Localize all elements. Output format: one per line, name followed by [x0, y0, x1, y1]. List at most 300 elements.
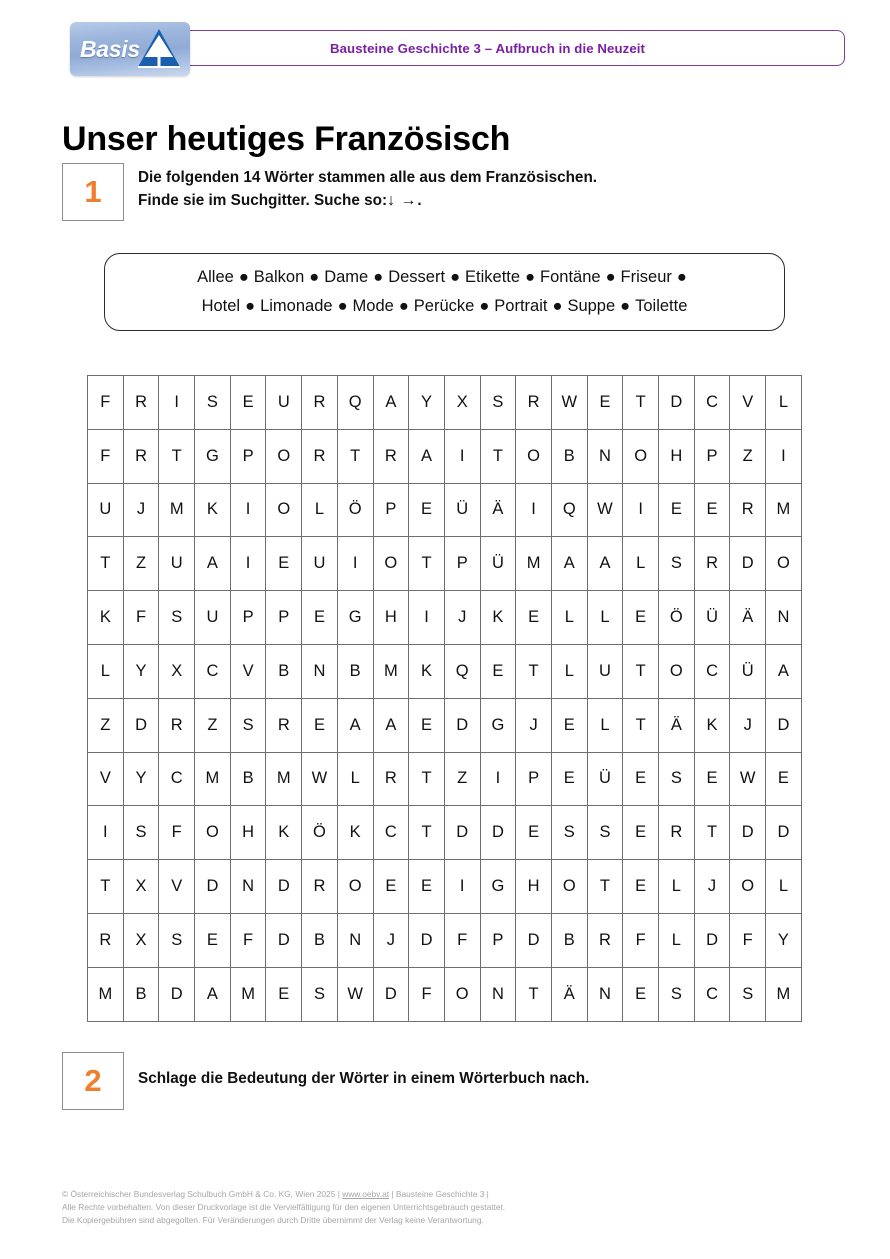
grid-cell[interactable]: O	[195, 806, 231, 860]
grid-cell[interactable]: P	[444, 537, 480, 591]
grid-cell[interactable]: R	[302, 860, 338, 914]
task-1-line-1: Die folgenden 14 Wörter stammen alle aus dem Französischen.	[138, 169, 598, 186]
grid-cell[interactable]: W	[587, 483, 623, 537]
grid-cell[interactable]: Y	[123, 752, 159, 806]
grid-cell[interactable]: I	[409, 591, 445, 645]
header-title: Bausteine Geschichte 3 – Aufbruch in die Neuzeit	[329, 40, 646, 56]
grid-cell[interactable]: Ü	[480, 537, 516, 591]
grid-row	[88, 376, 802, 430]
grid-cell[interactable]: E	[516, 806, 552, 860]
grid-cell[interactable]: O	[730, 860, 766, 914]
grid-cell[interactable]: T	[409, 752, 445, 806]
grid-cell[interactable]: F	[409, 967, 445, 1021]
grid-cell[interactable]: R	[123, 376, 159, 430]
footer-line-1	[62, 1188, 842, 1201]
grid-cell[interactable]: F	[159, 806, 195, 860]
grid-cell[interactable]: O	[659, 644, 695, 698]
grid-cell[interactable]: H	[516, 860, 552, 914]
grid-cell[interactable]: R	[694, 537, 730, 591]
grid-cell[interactable]: L	[302, 483, 338, 537]
grid-cell[interactable]: T	[623, 698, 659, 752]
grid-cell[interactable]: M	[373, 644, 409, 698]
grid-cell[interactable]: D	[766, 806, 802, 860]
grid-cell[interactable]: K	[480, 591, 516, 645]
grid-cell[interactable]: D	[516, 913, 552, 967]
grid-cell[interactable]: D	[266, 913, 302, 967]
grid-cell[interactable]: N	[766, 591, 802, 645]
word-list-row-2	[202, 292, 688, 321]
grid-cell[interactable]: P	[230, 429, 266, 483]
grid-cell[interactable]: Y	[766, 913, 802, 967]
grid-cell[interactable]: F	[88, 429, 124, 483]
grid-cell[interactable]: S	[302, 967, 338, 1021]
grid-cell[interactable]: T	[694, 806, 730, 860]
grid-cell[interactable]: M	[159, 483, 195, 537]
grid-cell[interactable]: U	[302, 537, 338, 591]
grid-cell[interactable]: U	[195, 591, 231, 645]
bullet-separator-icon: ●	[337, 297, 348, 315]
grid-cell[interactable]: U	[159, 537, 195, 591]
grid-cell[interactable]: L	[587, 591, 623, 645]
grid-cell[interactable]: Y	[409, 376, 445, 430]
grid-cell[interactable]: I	[623, 483, 659, 537]
grid-cell[interactable]: E	[266, 967, 302, 1021]
grid-cell[interactable]: O	[337, 860, 373, 914]
grid-cell[interactable]: E	[551, 752, 587, 806]
grid-cell[interactable]: Ä	[730, 591, 766, 645]
grid-cell[interactable]: E	[409, 860, 445, 914]
grid-cell[interactable]: P	[266, 591, 302, 645]
grid-cell[interactable]: D	[409, 913, 445, 967]
grid-cell[interactable]: Ö	[659, 591, 695, 645]
grid-cell[interactable]: Z	[730, 429, 766, 483]
word-list-item: Hotel	[201, 297, 241, 315]
grid-cell[interactable]: T	[516, 967, 552, 1021]
grid-cell[interactable]: J	[444, 591, 480, 645]
word-list-box	[104, 253, 785, 331]
grid-row	[88, 483, 802, 537]
grid-cell[interactable]: W	[730, 752, 766, 806]
grid-cell[interactable]: A	[766, 644, 802, 698]
grid-cell[interactable]: T	[88, 537, 124, 591]
grid-cell[interactable]: R	[302, 429, 338, 483]
grid-cell[interactable]: Q	[444, 644, 480, 698]
grid-cell[interactable]: M	[88, 967, 124, 1021]
grid-cell[interactable]: X	[444, 376, 480, 430]
grid-cell[interactable]: N	[302, 644, 338, 698]
grid-cell[interactable]: I	[480, 752, 516, 806]
bullet-separator-icon: ●	[398, 297, 409, 315]
grid-cell[interactable]: S	[659, 537, 695, 591]
footer-series-text: | Bausteine Geschichte 3 |	[389, 1189, 489, 1199]
grid-cell[interactable]: B	[551, 913, 587, 967]
grid-cell[interactable]: K	[409, 644, 445, 698]
grid-cell[interactable]: N	[587, 967, 623, 1021]
grid-cell[interactable]: L	[587, 698, 623, 752]
task-2-text: Schlage die Bedeutung der Wörter in einem Wörterbuch nach.	[138, 1070, 590, 1087]
grid-cell[interactable]: K	[694, 698, 730, 752]
grid-cell[interactable]: C	[373, 806, 409, 860]
grid-cell[interactable]: B	[123, 967, 159, 1021]
grid-cell[interactable]: L	[623, 537, 659, 591]
grid-cell[interactable]: Ä	[480, 483, 516, 537]
grid-cell[interactable]: P	[373, 483, 409, 537]
grid-cell[interactable]: R	[123, 429, 159, 483]
grid-cell[interactable]: N	[587, 429, 623, 483]
grid-cell[interactable]: I	[337, 537, 373, 591]
grid-cell[interactable]: K	[266, 806, 302, 860]
grid-cell[interactable]: U	[587, 644, 623, 698]
grid-cell[interactable]: C	[694, 644, 730, 698]
grid-cell[interactable]: O	[373, 537, 409, 591]
grid-cell[interactable]: T	[337, 429, 373, 483]
grid-cell[interactable]: J	[373, 913, 409, 967]
grid-cell[interactable]: D	[373, 967, 409, 1021]
grid-cell[interactable]: P	[516, 752, 552, 806]
grid-cell[interactable]: I	[230, 537, 266, 591]
grid-cell[interactable]: R	[516, 376, 552, 430]
grid-cell[interactable]: D	[659, 376, 695, 430]
grid-cell[interactable]: S	[551, 806, 587, 860]
bullet-separator-icon: ●	[676, 267, 687, 286]
grid-cell[interactable]: E	[480, 644, 516, 698]
grid-cell[interactable]: E	[302, 698, 338, 752]
grid-cell[interactable]: G	[195, 429, 231, 483]
grid-cell[interactable]: G	[480, 698, 516, 752]
grid-cell[interactable]: B	[230, 752, 266, 806]
bullet-separator-icon: ●	[309, 267, 320, 286]
grid-cell[interactable]: E	[694, 483, 730, 537]
grid-cell[interactable]: A	[373, 376, 409, 430]
task-1-number: 1	[62, 163, 124, 221]
grid-cell[interactable]: T	[623, 376, 659, 430]
grid-cell[interactable]: E	[516, 591, 552, 645]
word-list-item: Portrait	[494, 297, 548, 315]
grid-cell[interactable]: B	[266, 644, 302, 698]
grid-cell[interactable]: Ö	[337, 483, 373, 537]
grid-cell[interactable]: N	[230, 860, 266, 914]
grid-cell[interactable]: T	[587, 860, 623, 914]
bullet-separator-icon: ●	[245, 297, 256, 315]
grid-cell[interactable]: R	[88, 913, 124, 967]
task-1-text	[138, 163, 597, 213]
word-list-item: Etikette	[465, 267, 521, 286]
grid-cell[interactable]: N	[480, 967, 516, 1021]
grid-cell[interactable]: O	[266, 483, 302, 537]
grid-cell[interactable]: R	[159, 698, 195, 752]
grid-cell[interactable]: E	[659, 483, 695, 537]
grid-cell[interactable]: V	[730, 376, 766, 430]
grid-cell[interactable]: A	[587, 537, 623, 591]
grid-cell[interactable]: D	[480, 806, 516, 860]
grid-cell[interactable]: F	[88, 376, 124, 430]
grid-cell[interactable]: J	[516, 698, 552, 752]
grid-cell[interactable]: L	[659, 913, 695, 967]
grid-cell[interactable]: L	[766, 860, 802, 914]
word-list-item: Perücke	[413, 297, 475, 315]
grid-cell[interactable]: R	[659, 806, 695, 860]
grid-cell[interactable]: E	[587, 376, 623, 430]
grid-cell[interactable]: U	[266, 376, 302, 430]
word-list-item: Suppe	[567, 297, 616, 315]
oebv-website-link[interactable]: www.oebv.at	[342, 1189, 390, 1199]
grid-row	[88, 752, 802, 806]
grid-cell[interactable]: S	[230, 698, 266, 752]
grid-cell[interactable]: E	[266, 537, 302, 591]
grid-cell[interactable]: E	[230, 376, 266, 430]
grid-cell[interactable]: B	[551, 429, 587, 483]
grid-cell[interactable]: W	[551, 376, 587, 430]
grid-cell[interactable]: S	[659, 967, 695, 1021]
grid-cell[interactable]: A	[409, 429, 445, 483]
grid-cell[interactable]: O	[444, 967, 480, 1021]
task-1-line-2-suffix: .	[417, 192, 422, 210]
grid-cell[interactable]: C	[694, 967, 730, 1021]
grid-cell[interactable]: R	[302, 376, 338, 430]
grid-cell[interactable]: E	[623, 591, 659, 645]
grid-cell[interactable]: I	[159, 376, 195, 430]
word-list-item: Dessert	[388, 267, 446, 286]
grid-cell[interactable]: P	[480, 913, 516, 967]
grid-cell[interactable]: E	[623, 752, 659, 806]
grid-cell[interactable]: O	[623, 429, 659, 483]
grid-cell[interactable]: F	[123, 591, 159, 645]
pyramid-triangle-icon	[136, 27, 182, 76]
grid-cell[interactable]: E	[409, 483, 445, 537]
grid-cell[interactable]: R	[587, 913, 623, 967]
bullet-separator-icon: ●	[605, 267, 616, 286]
grid-cell[interactable]: F	[444, 913, 480, 967]
word-list-item: Toilette	[635, 297, 688, 315]
grid-cell[interactable]: S	[123, 806, 159, 860]
task-1	[62, 163, 597, 221]
grid-cell[interactable]: Ä	[659, 698, 695, 752]
grid-cell[interactable]: Q	[551, 483, 587, 537]
grid-cell[interactable]: A	[337, 698, 373, 752]
grid-cell[interactable]: X	[123, 913, 159, 967]
grid-cell[interactable]: D	[694, 913, 730, 967]
word-list-item: Fontäne	[540, 267, 601, 286]
grid-cell[interactable]: L	[659, 860, 695, 914]
grid-cell[interactable]: B	[337, 644, 373, 698]
grid-cell[interactable]: R	[266, 698, 302, 752]
grid-cell[interactable]: W	[337, 967, 373, 1021]
grid-cell[interactable]: A	[195, 537, 231, 591]
grid-cell[interactable]: E	[623, 860, 659, 914]
grid-cell[interactable]: L	[551, 644, 587, 698]
grid-cell[interactable]: E	[623, 967, 659, 1021]
grid-cell[interactable]: J	[694, 860, 730, 914]
grid-cell[interactable]: M	[266, 752, 302, 806]
grid-cell[interactable]: F	[230, 913, 266, 967]
grid-cell[interactable]: M	[230, 967, 266, 1021]
grid-cell[interactable]: I	[516, 483, 552, 537]
grid-cell[interactable]: Q	[337, 376, 373, 430]
word-search-grid[interactable]	[87, 375, 802, 1022]
grid-cell[interactable]: S	[730, 967, 766, 1021]
grid-cell[interactable]: D	[444, 698, 480, 752]
grid-cell[interactable]: I	[444, 429, 480, 483]
grid-cell[interactable]: I	[230, 483, 266, 537]
grid-row	[88, 967, 802, 1021]
grid-cell[interactable]: F	[730, 913, 766, 967]
grid-cell[interactable]: D	[444, 806, 480, 860]
bullet-separator-icon: ●	[552, 297, 563, 315]
grid-cell[interactable]: Ü	[730, 644, 766, 698]
bullet-separator-icon: ●	[525, 267, 536, 286]
grid-cell[interactable]: E	[373, 860, 409, 914]
grid-cell[interactable]: D	[730, 537, 766, 591]
grid-cell[interactable]: H	[230, 806, 266, 860]
grid-cell[interactable]: C	[195, 644, 231, 698]
grid-cell[interactable]: B	[302, 913, 338, 967]
grid-cell[interactable]: T	[88, 860, 124, 914]
grid-cell[interactable]: O	[551, 860, 587, 914]
grid-cell[interactable]: K	[337, 806, 373, 860]
footer-copyright-text: © Österreichischer Bundesverlag Schulbuch GmbH & Co. KG, Wien 2025 |	[62, 1189, 343, 1199]
grid-cell[interactable]: O	[516, 429, 552, 483]
grid-cell[interactable]: R	[373, 752, 409, 806]
grid-cell[interactable]: E	[551, 698, 587, 752]
grid-cell[interactable]: E	[766, 752, 802, 806]
word-list-item: Balkon	[253, 267, 305, 286]
grid-row	[88, 537, 802, 591]
grid-cell[interactable]: S	[159, 913, 195, 967]
grid-cell[interactable]: T	[516, 644, 552, 698]
grid-cell[interactable]: I	[88, 806, 124, 860]
footer-line-3: Die Kopiergebühren sind abgegolten. Für Veränderungen durch Dritte übernimmt der Verlag keine Verantwortung.	[62, 1214, 484, 1225]
grid-cell[interactable]: I	[444, 860, 480, 914]
grid-cell[interactable]: T	[409, 806, 445, 860]
bullet-separator-icon: ●	[373, 267, 384, 286]
grid-cell[interactable]: J	[730, 698, 766, 752]
page-header	[70, 30, 845, 68]
grid-cell[interactable]: S	[195, 376, 231, 430]
grid-cell[interactable]: D	[266, 860, 302, 914]
grid-cell[interactable]: D	[730, 806, 766, 860]
grid-cell[interactable]: T	[480, 429, 516, 483]
grid-cell[interactable]: A	[195, 967, 231, 1021]
grid-cell[interactable]: S	[159, 591, 195, 645]
grid-row	[88, 429, 802, 483]
bullet-separator-icon: ●	[238, 267, 249, 286]
grid-row	[88, 591, 802, 645]
grid-row	[88, 806, 802, 860]
grid-cell[interactable]: T	[409, 537, 445, 591]
grid-cell[interactable]: Y	[123, 644, 159, 698]
grid-cell[interactable]: Z	[88, 698, 124, 752]
grid-cell[interactable]: Ä	[551, 967, 587, 1021]
task-2	[62, 1052, 589, 1110]
grid-cell[interactable]: H	[659, 429, 695, 483]
grid-cell[interactable]: A	[373, 698, 409, 752]
grid-cell[interactable]: H	[373, 591, 409, 645]
grid-cell[interactable]: T	[159, 429, 195, 483]
grid-cell[interactable]: L	[551, 591, 587, 645]
grid-cell[interactable]: M	[766, 967, 802, 1021]
grid-cell[interactable]: M	[195, 752, 231, 806]
arrow-right-icon: →	[400, 192, 418, 210]
grid-cell[interactable]: V	[88, 752, 124, 806]
word-list-row-1	[197, 263, 692, 292]
grid-cell[interactable]: Ö	[302, 806, 338, 860]
footer	[62, 1188, 842, 1226]
grid-cell[interactable]: P	[694, 429, 730, 483]
grid-cell[interactable]: Z	[123, 537, 159, 591]
grid-cell[interactable]: D	[766, 698, 802, 752]
grid-cell[interactable]: D	[195, 860, 231, 914]
grid-cell[interactable]: J	[123, 483, 159, 537]
grid-cell[interactable]: G	[337, 591, 373, 645]
grid-cell[interactable]: G	[480, 860, 516, 914]
bullet-separator-icon: ●	[450, 267, 461, 286]
grid-cell[interactable]: F	[623, 913, 659, 967]
grid-cell[interactable]: L	[88, 644, 124, 698]
basis-logo	[70, 22, 190, 76]
grid-cell[interactable]: C	[159, 752, 195, 806]
grid-row	[88, 860, 802, 914]
grid-cell[interactable]: C	[694, 376, 730, 430]
grid-cell[interactable]: K	[88, 591, 124, 645]
grid-cell[interactable]: L	[766, 376, 802, 430]
task-2-number: 2	[62, 1052, 124, 1110]
grid-cell[interactable]: V	[159, 860, 195, 914]
grid-cell[interactable]: E	[623, 806, 659, 860]
grid-row	[88, 913, 802, 967]
grid-cell[interactable]: X	[123, 860, 159, 914]
grid-cell[interactable]: R	[373, 429, 409, 483]
word-list-item: Mode	[352, 297, 394, 315]
grid-cell[interactable]: L	[337, 752, 373, 806]
grid-cell[interactable]: M	[766, 483, 802, 537]
grid-cell[interactable]: Ü	[587, 752, 623, 806]
grid-cell[interactable]: K	[195, 483, 231, 537]
grid-cell[interactable]: O	[266, 429, 302, 483]
grid-cell[interactable]: Ü	[694, 591, 730, 645]
grid-cell[interactable]: A	[551, 537, 587, 591]
grid-row	[88, 698, 802, 752]
grid-cell[interactable]: E	[694, 752, 730, 806]
word-list-item: Limonade	[260, 297, 333, 315]
grid-cell[interactable]: Z	[444, 752, 480, 806]
grid-cell[interactable]: E	[195, 913, 231, 967]
grid-cell[interactable]: T	[623, 644, 659, 698]
grid-cell[interactable]: R	[730, 483, 766, 537]
bullet-separator-icon: ●	[479, 297, 490, 315]
logo-label: Basis	[80, 36, 140, 62]
grid-cell[interactable]: V	[230, 644, 266, 698]
grid-cell[interactable]: E	[409, 698, 445, 752]
grid-cell[interactable]: M	[516, 537, 552, 591]
grid-cell[interactable]: S	[659, 752, 695, 806]
grid-cell[interactable]: I	[766, 429, 802, 483]
grid-cell[interactable]: U	[88, 483, 124, 537]
grid-cell[interactable]: D	[123, 698, 159, 752]
grid-cell[interactable]: S	[480, 376, 516, 430]
word-list-item: Allee	[197, 267, 234, 286]
arrow-down-icon: ↓	[387, 192, 397, 210]
grid-cell[interactable]: X	[159, 644, 195, 698]
grid-cell[interactable]: O	[766, 537, 802, 591]
grid-cell[interactable]: S	[587, 806, 623, 860]
grid-cell[interactable]: E	[302, 591, 338, 645]
grid-cell[interactable]: D	[159, 967, 195, 1021]
grid-cell[interactable]: N	[337, 913, 373, 967]
grid-cell[interactable]: Z	[195, 698, 231, 752]
grid-cell[interactable]: W	[302, 752, 338, 806]
grid-cell[interactable]: P	[230, 591, 266, 645]
grid-cell[interactable]: Ü	[444, 483, 480, 537]
